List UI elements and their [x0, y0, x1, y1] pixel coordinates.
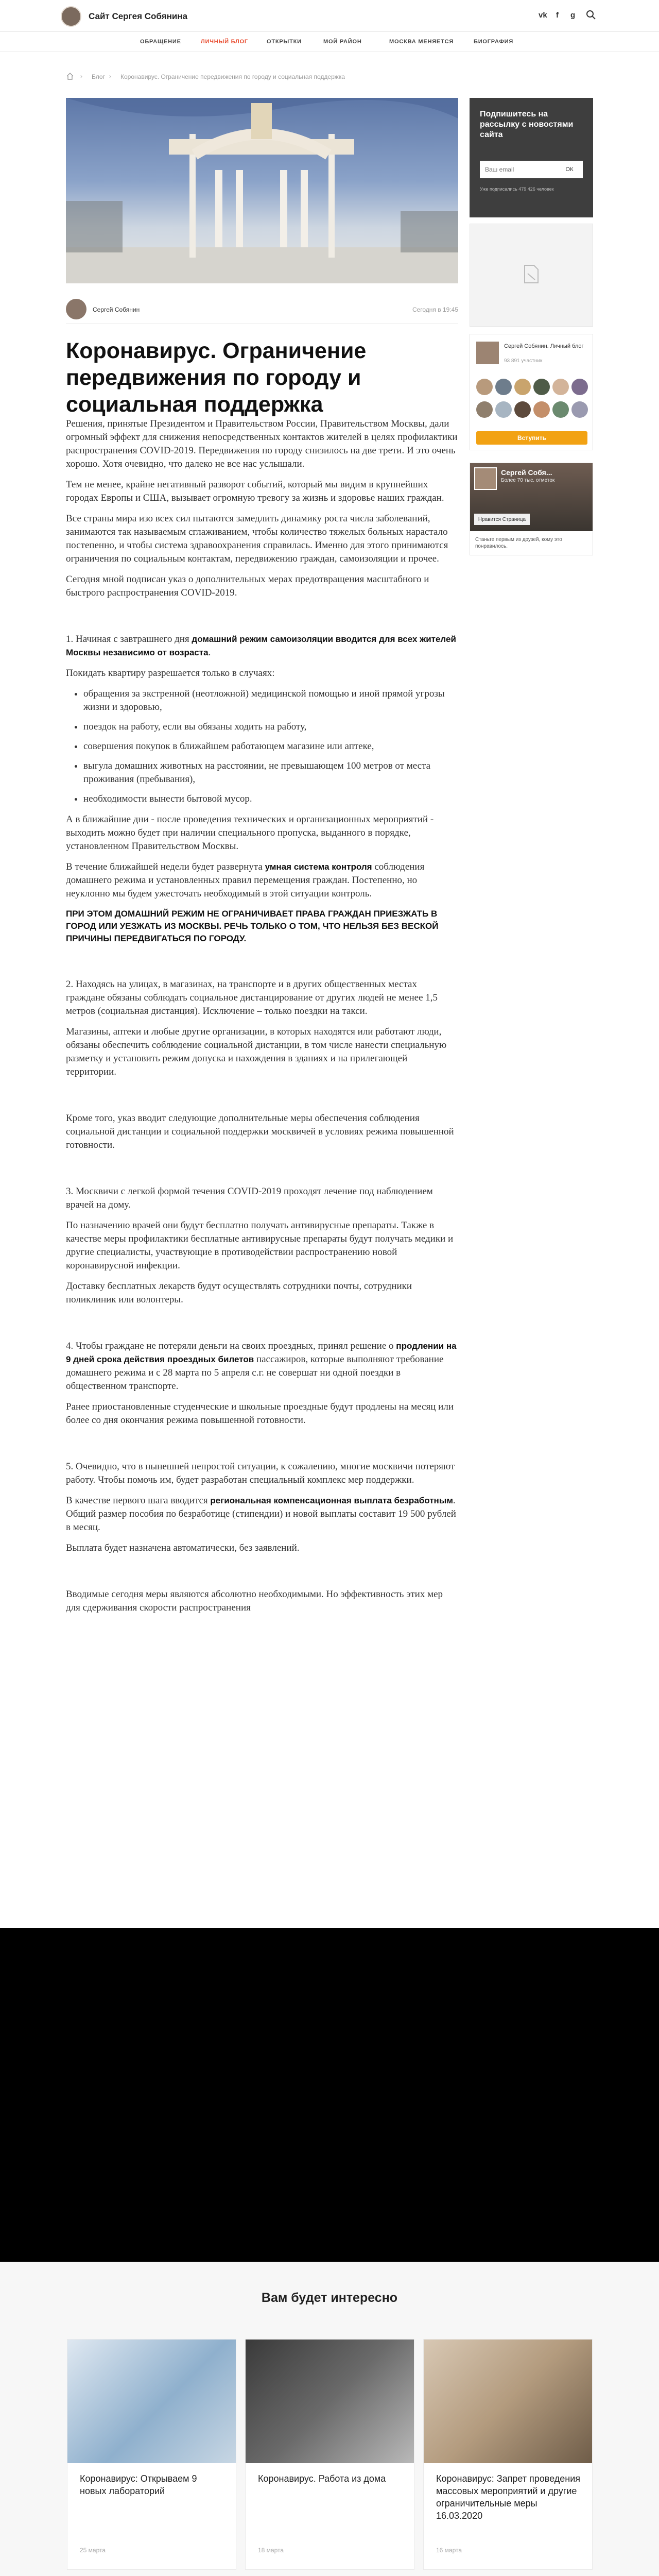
nav-item-blog[interactable]: ЛИЧНЫЙ БЛОГ: [201, 39, 248, 45]
nav-item-obrashchenie[interactable]: ОБРАЩЕНИЕ: [140, 39, 181, 45]
avatar[interactable]: [474, 467, 497, 490]
avatar[interactable]: [514, 379, 531, 395]
ad-placeholder: [470, 224, 593, 327]
subscribe-title: Подпишитесь на рассылку с новостями сайта: [480, 110, 574, 139]
card-image[interactable]: [246, 2340, 414, 2463]
paragraph: Покидать квартиру разрешается только в случаях:: [66, 668, 275, 679]
breadcrumb-separator: ›: [80, 73, 82, 80]
author-name[interactable]: Сергей Собянин: [93, 306, 140, 313]
avatar[interactable]: [571, 379, 588, 395]
nav-item-biografiya[interactable]: БИОГРАФИЯ: [474, 39, 514, 45]
subscribe-ok-button[interactable]: ОК: [559, 164, 580, 175]
post-time: Сегодня в 19:45: [412, 306, 458, 313]
subscribe-count: Уже подписались 479 426 человек: [480, 187, 554, 192]
facebook-icon[interactable]: f: [556, 11, 559, 20]
paragraph: 2. Находясь на улицах, в магазинах, на транспорте и в других общественных местах граждане обязаны соблюдать социальное дистанцирование от других людей не менее 1,5 метров (социальная дистанция). Исключение – только поездки на такси.: [66, 979, 438, 1016]
paragraph: 3. Москвичи с легкой формой течения COVID-2019 проходят лечение под наблюдением врачей на дому.: [66, 1186, 433, 1210]
card-title[interactable]: Коронавирус: Открываем 9 новых лабораторий: [80, 2473, 197, 2496]
vk-icon[interactable]: vk: [539, 11, 547, 20]
avatar[interactable]: [571, 401, 588, 418]
avatar[interactable]: [476, 379, 493, 395]
avatar[interactable]: [552, 379, 569, 395]
video-embed-area[interactable]: [0, 1928, 659, 2262]
avatar[interactable]: [476, 401, 493, 418]
paragraph: Все страны мира изо всех сил пытаются замедлить динамику роста числа заболеваний, занимаются так называемым сглаживанием, чтобы количество тяжелых больных нарастало постепенно, и чтобы система здравоохранения справилась. Именно для этого принимаются ограничения по социальным контактам, передвижению граждан, самоизоляции и прочее.: [66, 513, 448, 564]
list-item: • необходимости вынести бытовой мусор.: [83, 792, 458, 806]
card-title[interactable]: Коронавирус. Работа из дома: [258, 2473, 386, 2484]
avatar[interactable]: [552, 401, 569, 418]
paragraph: А в ближайшие дни - после проведения технических и организационных мероприятий - выходить можно будет при наличии специального пропуска, выданного в порядке, установленном Правительством Москвы.: [66, 814, 434, 852]
related-title: Вам будет интересно: [261, 2291, 398, 2305]
document-icon: [524, 264, 539, 284]
nav-item-otkrytki[interactable]: ОТКРЫТКИ: [267, 39, 302, 45]
paragraph: По назначению врачей они будут бесплатно получать антивирусные препараты. Также в качестве меры профилактики бесплатные антивирусные препараты будут получать медики и другие специалисты, участвующие в противодействии распространению новой коронавирусной инфекции.: [66, 1220, 454, 1271]
paragraph: В качестве первого шага вводится региональная компенсационная выплата безработным. Общий размер пособия по безработице (стипендии) и новой выплаты составит 19 500 рублей в месяц.: [66, 1495, 456, 1533]
paragraph: Доставку бесплатных лекарств будут осуществлять сотрудники почты, сотрудники поликлиник или волонтеры.: [66, 1281, 412, 1305]
paragraph: Выплата будет назначена автоматически, без заявлений.: [66, 1543, 300, 1553]
nav-item-moy-rayon[interactable]: МОЙ РАЙОН: [323, 39, 362, 45]
article-title: Коронавирус. Ограничение передвижения по городу и социальная поддержка: [66, 338, 367, 417]
card-title[interactable]: Коронавирус: Запрет проведения массовых мероприятий и другие ограничительные меры 16.03.2020: [436, 2473, 580, 2521]
paragraph: Ранее приостановленные студенческие и школьные проездные будут продлены на месяц или более со дня окончания режима повышенной готовности.: [66, 1401, 454, 1426]
fb-cover-image[interactable]: [470, 463, 593, 531]
fb-friends-text: Станьте первым из друзей, кому это понравилось.: [475, 537, 562, 549]
odnoklassniki-icon[interactable]: g: [570, 11, 576, 20]
related-section: [0, 2262, 659, 2576]
list-item: • выгула домашних животных на расстоянии, не превышающем 100 метров от места проживания (пребывания),: [83, 759, 458, 786]
list-item: • совершения покупок в ближайшем работающем магазине или аптеке,: [83, 740, 458, 753]
paragraph: 4. Чтобы граждане не потеряли деньги на своих проездных, принял решение о продлении на 9 дней срока действия проездных билетов пассажиров, которые выполняют требование домашнего режима и с 28 марта по 5 апреля с.г. не совершат ни одной поездки в общественном транспорте.: [66, 1341, 457, 1392]
fb-like-button[interactable]: Нравится Страница: [474, 514, 530, 525]
restrictions-list: [83, 687, 458, 806]
paragraph: 1. Начиная с завтрашнего дня домашний режим самоизоляции вводится для всех жителей Москвы независимо от возраста.: [66, 634, 456, 658]
site-title[interactable]: Сайт Сергея Собянина: [89, 11, 188, 21]
card-date: 18 марта: [258, 2547, 284, 2554]
main-nav: [0, 32, 659, 52]
list-item: • обращения за экстренной (неотложной) медицинской помощью и иной прямой угрозы жизни и здоровью,: [83, 687, 458, 714]
avatar[interactable]: [514, 401, 531, 418]
fb-page-name[interactable]: Сергей Собя...: [501, 468, 552, 477]
paragraph: Вводимые сегодня меры являются абсолютно необходимыми. Но эффективность этих мер для сдерживания скорости распространения: [66, 1589, 443, 1613]
sidebar-subscribe: [470, 98, 593, 217]
paragraph: Сегодня мной подписан указ о дополнительных мерах предотвращения масштабного и быстрого распространения COVID-2019.: [66, 574, 429, 598]
paragraph: Кроме того, указ вводит следующие дополнительные меры обеспечения соблюдения социальной дистанции и социальной поддержки москвичей в условиях режима повышенной готовности.: [66, 1113, 454, 1150]
breadcrumb-current: Коронавирус. Ограничение передвижения по городу и социальная поддержка: [120, 73, 345, 80]
avatar[interactable]: [533, 401, 550, 418]
nav-item-moskva[interactable]: МОСКВА МЕНЯЕТСЯ: [389, 39, 454, 45]
breadcrumb-blog[interactable]: Блог: [92, 73, 105, 80]
site-logo-avatar[interactable]: [61, 6, 81, 27]
home-icon[interactable]: [66, 72, 74, 80]
caps-paragraph: ПРИ ЭТОМ ДОМАШНИЙ РЕЖИМ НЕ ОГРАНИЧИВАЕТ ПРАВА ГРАЖДАН ПРИЕЗЖАТЬ В ГОРОД ИЛИ УЕЗЖАТЬ ИЗ МОСКВЫ. РЕЧЬ ТОЛЬКО О ТОМ, ЧТО НЕЛЬЗЯ БЕЗ ВЕСКОЙ ПРИЧИНЫ ПЕРЕДВИГАТЬСЯ ПО ГОРОДУ.: [66, 909, 439, 943]
breadcrumb-separator: ›: [109, 73, 111, 80]
vk-subscribers: 93 891 участник: [504, 358, 543, 364]
paragraph: В течение ближайшей недели будет развернута умная система контроля соблюдения домашнего режима и установленных правил перемещения граждан. Постепенно, но неуклонно мы будем ужесточать необходимый в этой ситуации контроль.: [66, 861, 425, 899]
related-card[interactable]: [423, 2339, 593, 2570]
site-header: [0, 0, 659, 32]
vk-group-name[interactable]: Сергей Собянин. Личный блог: [504, 343, 584, 349]
vk-join-button[interactable]: Вступить: [476, 431, 587, 445]
avatar[interactable]: [495, 379, 512, 395]
facebook-page-widget: [470, 463, 593, 555]
fb-page-meta: Более 70 тыс. отметок: [501, 478, 555, 483]
avatar[interactable]: [66, 299, 86, 319]
article-hero-image: [66, 98, 458, 283]
paragraph: Магазины, аптеки и любые другие организации, в которых находятся или работают люди, обязаны обеспечить соблюдение социальной дистанции, в том числе нанести специальную разметку и установить режим допуска и нахождения в зданиях и на прилегающей территории.: [66, 1026, 447, 1077]
article-body: [66, 417, 458, 1622]
paragraph: Решения, принятые Президентом и Правительством России, Правительством Москвы, дали огромный эффект для снижения непосредственных контактов жителей в целях профилактики распространения COVID-2019. Передвижения по городу снизилось на две трети. И это очень хорошо. Хотя очевидно, что далеко не все нас услышали.: [66, 418, 458, 469]
paragraph: Тем не менее, крайне негативный разворот событий, который мы видим в крупнейших городах Европы и США, вызывает огромную тревогу за жизнь и здоровье наших граждан.: [66, 479, 444, 503]
vk-group-widget: [470, 334, 593, 450]
search-icon[interactable]: [586, 10, 596, 20]
avatar[interactable]: [533, 379, 550, 395]
avatar[interactable]: [476, 342, 499, 364]
list-item: • поездок на работу, если вы обязаны ходить на работу,: [83, 720, 458, 734]
related-card[interactable]: [245, 2339, 414, 2570]
card-image[interactable]: [67, 2340, 236, 2463]
card-image[interactable]: [424, 2340, 592, 2463]
card-date: 25 марта: [80, 2547, 106, 2554]
card-date: 16 марта: [436, 2547, 462, 2554]
related-card[interactable]: [67, 2339, 236, 2570]
author-row: [66, 299, 458, 324]
paragraph: 5. Очевидно, что в нынешней непростой ситуации, к сожалению, многие москвичи потеряют работу. Чтобы помочь им, будет разработан специальный комплекс мер поддержки.: [66, 1461, 455, 1485]
avatar[interactable]: [495, 401, 512, 418]
